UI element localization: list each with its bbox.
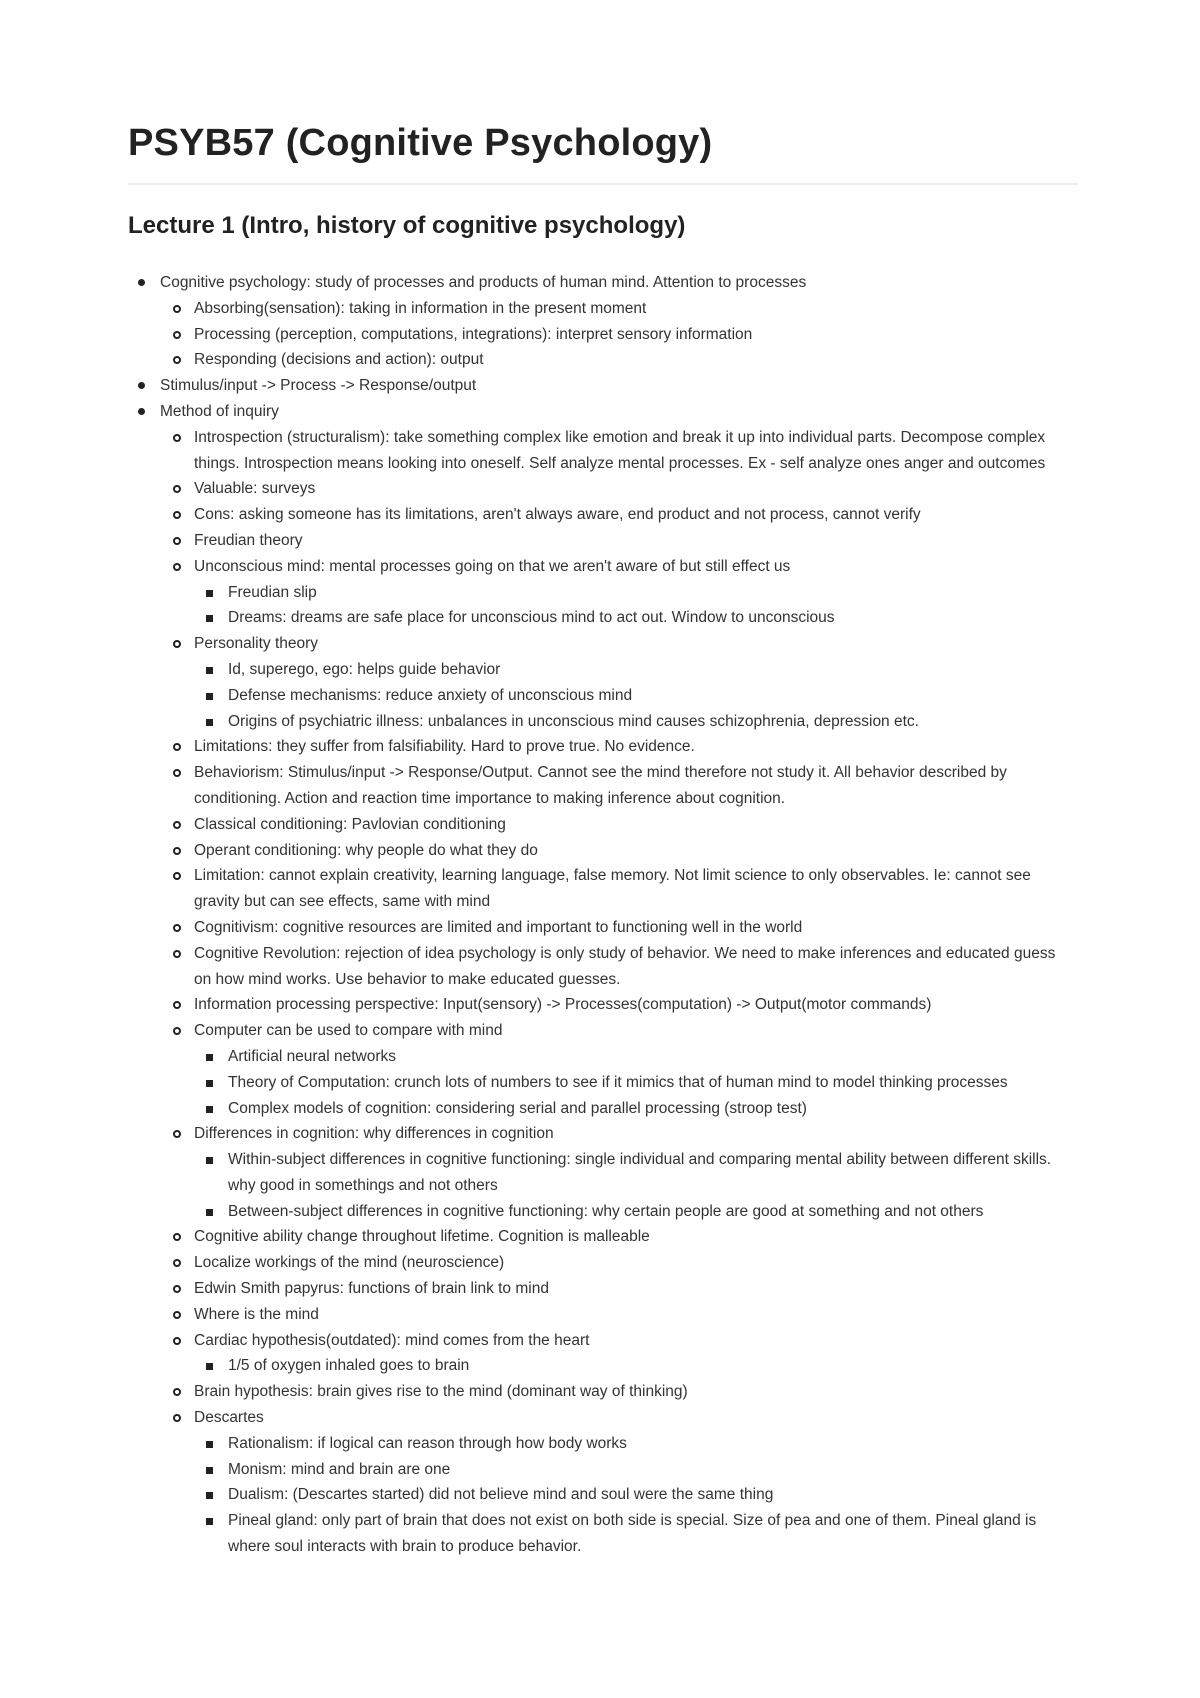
list-item xyxy=(228,657,1068,683)
list-item-text: Within-subject differences in cognitive functioning: single individual and comparing mental ability between different skills. why good in somethings and not others xyxy=(228,1151,1052,1194)
list-item xyxy=(194,838,1068,864)
list-item-text: Introspection (structuralism): take something complex like emotion and break it up into individual parts. Decompose complex things. Introspection means looking into oneself. Self analyze mental processes. Ex - self analyze ones anger and outcomes xyxy=(194,428,1046,472)
list-item xyxy=(228,1482,1068,1508)
list-item-text: Differences in cognition: why differences in cognition xyxy=(194,1125,554,1143)
section-heading: Lecture 1 (Intro, history of cognitive psychology) xyxy=(128,212,686,239)
list-item xyxy=(160,373,1060,399)
circle-bullet-icon xyxy=(173,537,181,545)
list-item xyxy=(228,1044,1068,1070)
list-item xyxy=(194,760,1068,812)
list-item xyxy=(160,399,1060,425)
list-item-text: Cognitive Revolution: rejection of idea psychology is only study of behavior. We need to make inferences and educated guess on how mind works. Use behavior to make educated guesses. xyxy=(194,944,1056,988)
list-item xyxy=(194,1328,1068,1354)
circle-bullet-icon xyxy=(173,305,181,313)
list-item-text: Dreams: dreams are safe place for unconscious mind to act out. Window to unconscious xyxy=(228,609,835,627)
disc-bullet-icon xyxy=(138,408,145,415)
list-item-text: 1/5 of oxygen inhaled goes to brain xyxy=(228,1357,470,1375)
circle-bullet-icon xyxy=(173,743,181,751)
list-item-text: Behaviorism: Stimulus/input -> Response/Output. Cannot see the mind therefore not study it. All behavior described by conditioning. Action and reaction time importance to making inference about cognition. xyxy=(194,764,1007,807)
square-bullet-icon xyxy=(206,1518,213,1525)
list-item xyxy=(194,1224,1068,1250)
square-bullet-icon xyxy=(206,1441,213,1448)
list-item-text: Processing (perception, computations, integrations): interpret sensory information xyxy=(194,325,753,343)
list-item xyxy=(194,1405,1068,1431)
list-item xyxy=(228,580,1068,606)
circle-bullet-icon xyxy=(173,356,181,364)
list-item xyxy=(194,347,1068,373)
circle-bullet-icon xyxy=(173,1337,181,1345)
list-item-text: Cardiac hypothesis(outdated): mind comes from the heart xyxy=(194,1331,590,1349)
list-item-text: Descartes xyxy=(194,1409,264,1427)
circle-bullet-icon xyxy=(173,511,181,519)
square-bullet-icon xyxy=(206,590,213,597)
list-item xyxy=(194,941,1068,993)
list-item xyxy=(228,1199,1068,1225)
title-divider xyxy=(128,183,1078,185)
square-bullet-icon xyxy=(206,1492,213,1499)
notes-outline xyxy=(0,270,1200,1560)
list-item-text: Personality theory xyxy=(194,635,319,653)
list-item xyxy=(194,1276,1068,1302)
list-item xyxy=(194,1250,1068,1276)
list-item xyxy=(194,631,1068,657)
list-item xyxy=(228,1457,1068,1483)
circle-bullet-icon xyxy=(173,821,181,829)
circle-bullet-icon xyxy=(173,563,181,571)
square-bullet-icon xyxy=(206,1080,213,1087)
list-item-text: Edwin Smith papyrus: functions of brain link to mind xyxy=(194,1280,549,1298)
list-item xyxy=(194,554,1068,580)
list-item-text: Complex models of cognition: considering serial and parallel processing (stroop test) xyxy=(228,1099,807,1117)
list-item-text: Cognitive psychology: study of processes and products of human mind. Attention to processes xyxy=(160,274,807,291)
list-item-text: Responding (decisions and action): output xyxy=(194,351,484,369)
circle-bullet-icon xyxy=(173,1285,181,1293)
circle-bullet-icon xyxy=(173,924,181,932)
list-item-text: Defense mechanisms: reduce anxiety of unconscious mind xyxy=(228,686,633,704)
list-item-text: Unconscious mind: mental processes going on that we aren't aware of but still effect us xyxy=(194,557,791,575)
list-item-text: Freudian slip xyxy=(228,583,317,601)
circle-bullet-icon xyxy=(173,1414,181,1422)
list-item-text: Origins of psychiatric illness: unbalances in unconscious mind causes schizophrenia, depression etc. xyxy=(228,712,919,730)
disc-bullet-icon xyxy=(138,382,145,389)
list-item-text: Information processing perspective: Input(sensory) -> Processes(computation) -> Output(motor commands) xyxy=(194,996,932,1014)
square-bullet-icon xyxy=(206,667,213,674)
circle-bullet-icon xyxy=(173,640,181,648)
list-item-text: Classical conditioning: Pavlovian conditioning xyxy=(194,815,506,833)
list-item-text: Operant conditioning: why people do what they do xyxy=(194,841,538,859)
list-item xyxy=(194,322,1068,348)
list-item xyxy=(194,992,1068,1018)
circle-bullet-icon xyxy=(173,1388,181,1396)
list-item-text: Monism: mind and brain are one xyxy=(228,1460,451,1478)
list-item xyxy=(228,1070,1068,1096)
circle-bullet-icon xyxy=(173,1130,181,1138)
list-item-text: Rationalism: if logical can reason through how body works xyxy=(228,1434,627,1452)
list-item xyxy=(194,1018,1068,1044)
list-item-text: Between-subject differences in cognitive functioning: why certain people are good at something and not others xyxy=(228,1202,984,1220)
list-item-text: Limitation: cannot explain creativity, learning language, false memory. Not limit science to only observables. Ie: cannot see gravity but can see effects, same with mind xyxy=(194,867,1031,911)
list-item xyxy=(194,1302,1068,1328)
document-title: PSYB57 (Cognitive Psychology) xyxy=(128,122,713,164)
list-item-text: Brain hypothesis: brain gives rise to the mind (dominant way of thinking) xyxy=(194,1383,688,1401)
list-item xyxy=(194,528,1068,554)
circle-bullet-icon xyxy=(173,950,181,958)
list-item xyxy=(194,734,1068,760)
square-bullet-icon xyxy=(206,1209,213,1216)
circle-bullet-icon xyxy=(173,485,181,493)
list-item-text: Stimulus/input -> Process -> Response/output xyxy=(160,377,477,395)
list-item-text: Valuable: surveys xyxy=(194,480,316,498)
list-item xyxy=(194,915,1068,941)
list-item-text: Absorbing(sensation): taking in information in the present moment xyxy=(194,299,647,317)
list-item xyxy=(194,1379,1068,1405)
square-bullet-icon xyxy=(206,719,213,726)
square-bullet-icon xyxy=(206,1054,213,1061)
square-bullet-icon xyxy=(206,1106,213,1113)
list-item xyxy=(228,1508,1068,1560)
list-item xyxy=(194,425,1068,477)
list-item xyxy=(228,683,1068,709)
list-item-text: Computer can be used to compare with mind xyxy=(194,1022,503,1040)
square-bullet-icon xyxy=(206,1467,213,1474)
list-item xyxy=(194,812,1068,838)
list-item-text: Localize workings of the mind (neuroscience) xyxy=(194,1254,505,1272)
disc-bullet-icon xyxy=(138,279,145,286)
list-item-text: Dualism: (Descartes started) did not believe mind and soul were the same thing xyxy=(228,1486,774,1504)
circle-bullet-icon xyxy=(173,847,181,855)
list-item xyxy=(160,270,1060,296)
list-item-text: Cons: asking someone has its limitations, aren't always aware, end product and not process, cannot verify xyxy=(194,506,921,524)
list-item-text: Cognitive ability change throughout lifetime. Cognition is malleable xyxy=(194,1228,650,1246)
list-item xyxy=(194,502,1068,528)
list-item xyxy=(228,709,1068,735)
list-item xyxy=(194,476,1068,502)
square-bullet-icon xyxy=(206,693,213,700)
list-item xyxy=(194,863,1068,915)
list-item xyxy=(228,1147,1068,1199)
list-item-text: Cognitivism: cognitive resources are limited and important to functioning well in the world xyxy=(194,918,803,936)
list-item xyxy=(194,296,1068,322)
circle-bullet-icon xyxy=(173,1259,181,1267)
circle-bullet-icon xyxy=(173,1001,181,1009)
circle-bullet-icon xyxy=(173,769,181,777)
list-item xyxy=(228,1353,1068,1379)
circle-bullet-icon xyxy=(173,872,181,880)
list-item-text: Limitations: they suffer from falsifiability. Hard to prove true. No evidence. xyxy=(194,738,695,756)
list-item xyxy=(228,1096,1068,1122)
circle-bullet-icon xyxy=(173,1027,181,1035)
list-item-text: Theory of Computation: crunch lots of numbers to see if it mimics that of human mind to model thinking processes xyxy=(228,1073,1008,1091)
square-bullet-icon xyxy=(206,615,213,622)
list-item xyxy=(228,1431,1068,1457)
list-item xyxy=(194,1121,1068,1147)
list-item xyxy=(228,605,1068,631)
list-item-text: Method of inquiry xyxy=(160,402,279,420)
square-bullet-icon xyxy=(206,1363,213,1370)
circle-bullet-icon xyxy=(173,434,181,442)
list-item-text: Where is the mind xyxy=(194,1305,319,1323)
list-item-text: Pineal gland: only part of brain that does not exist on both side is special. Size of pea and one of them. Pineal gland is where soul interacts with brain to produce behavior. xyxy=(228,1512,1037,1556)
list-item-text: Id, superego, ego: helps guide behavior xyxy=(228,660,501,678)
circle-bullet-icon xyxy=(173,1311,181,1319)
square-bullet-icon xyxy=(206,1157,213,1164)
list-item-text: Artificial neural networks xyxy=(228,1047,396,1065)
circle-bullet-icon xyxy=(173,1233,181,1241)
list-item-text: Freudian theory xyxy=(194,531,303,549)
circle-bullet-icon xyxy=(173,331,181,339)
